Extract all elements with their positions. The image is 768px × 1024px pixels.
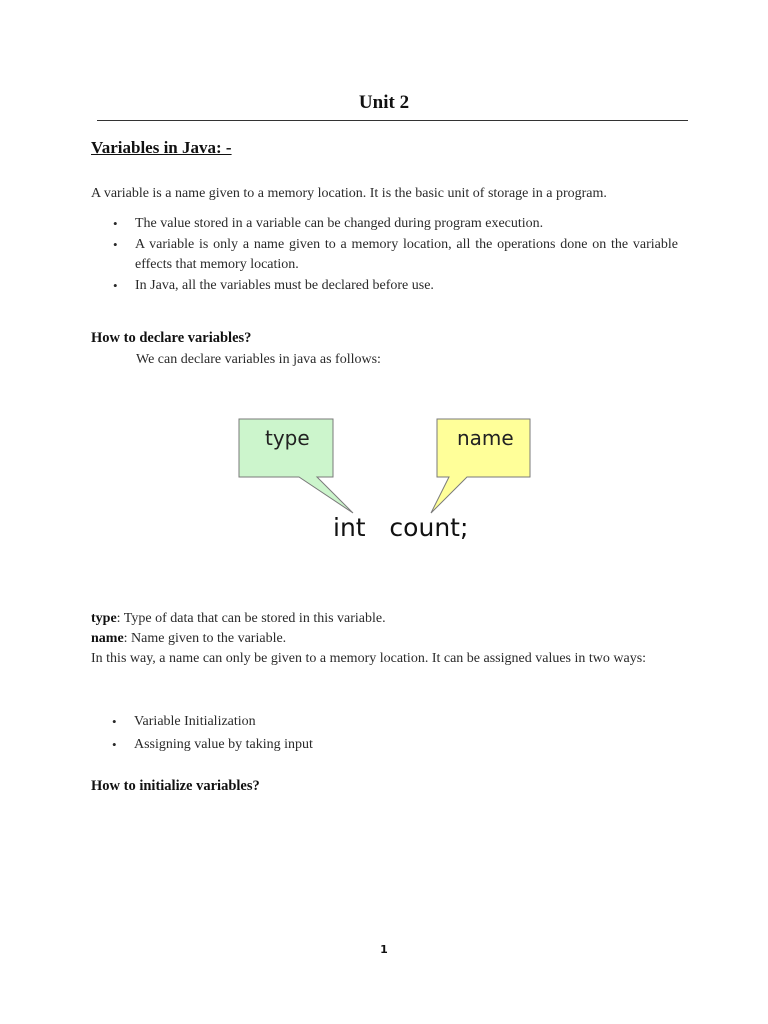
code-sample: int count; xyxy=(333,513,469,542)
name-term: name xyxy=(91,631,124,646)
page-title: Unit 2 xyxy=(358,92,410,113)
list-item-text: Assigning value by taking input xyxy=(134,736,313,752)
bullet-icon: • xyxy=(113,236,118,252)
list-item-text: In Java, all the variables must be declared before use. xyxy=(135,277,434,293)
name-text: : Name given to the variable. xyxy=(123,631,287,646)
assignment-summary: In this way, a name can only be given to a memory location. It can be assigned values in two ways: xyxy=(91,651,647,666)
list-item xyxy=(113,214,678,235)
bullet-list-assignment xyxy=(112,712,534,755)
list-item-text: The value stored in a variable can be changed during program execution. xyxy=(135,216,544,231)
bullet-icon: • xyxy=(112,714,117,729)
page-number: 1 xyxy=(380,943,388,956)
definitions xyxy=(91,609,681,669)
type-text: : Type of data that can be stored in this variable. xyxy=(116,611,386,626)
list-item xyxy=(112,712,534,733)
bullet-icon: • xyxy=(113,277,118,293)
declare-note: We can declare variables in java as follows: xyxy=(136,352,381,367)
section-title: Variables in Java: - xyxy=(91,138,232,157)
bullet-icon: • xyxy=(113,216,118,231)
intro-paragraph: A variable is a name given to a memory location. It is the basic unit of storage in a program. xyxy=(91,186,607,201)
list-item-text: Variable Initialization xyxy=(134,714,256,729)
list-item xyxy=(113,276,678,297)
list-item xyxy=(112,735,534,756)
initialize-heading: How to initialize variables? xyxy=(91,778,260,794)
list-item xyxy=(113,235,678,276)
bullet-icon: • xyxy=(112,736,117,752)
header-divider xyxy=(97,120,688,121)
type-definition xyxy=(91,609,681,629)
type-label: type xyxy=(265,426,310,450)
type-term: type xyxy=(91,611,117,626)
list-item-text: A variable is only a name given to a memory location, all the operations done on the variable effects that memory location. xyxy=(135,236,678,272)
name-label: name xyxy=(457,426,514,450)
bullet-list-variables xyxy=(113,214,678,296)
declare-heading: How to declare variables? xyxy=(91,330,252,346)
name-definition xyxy=(91,629,681,649)
declaration-diagram xyxy=(235,415,535,550)
